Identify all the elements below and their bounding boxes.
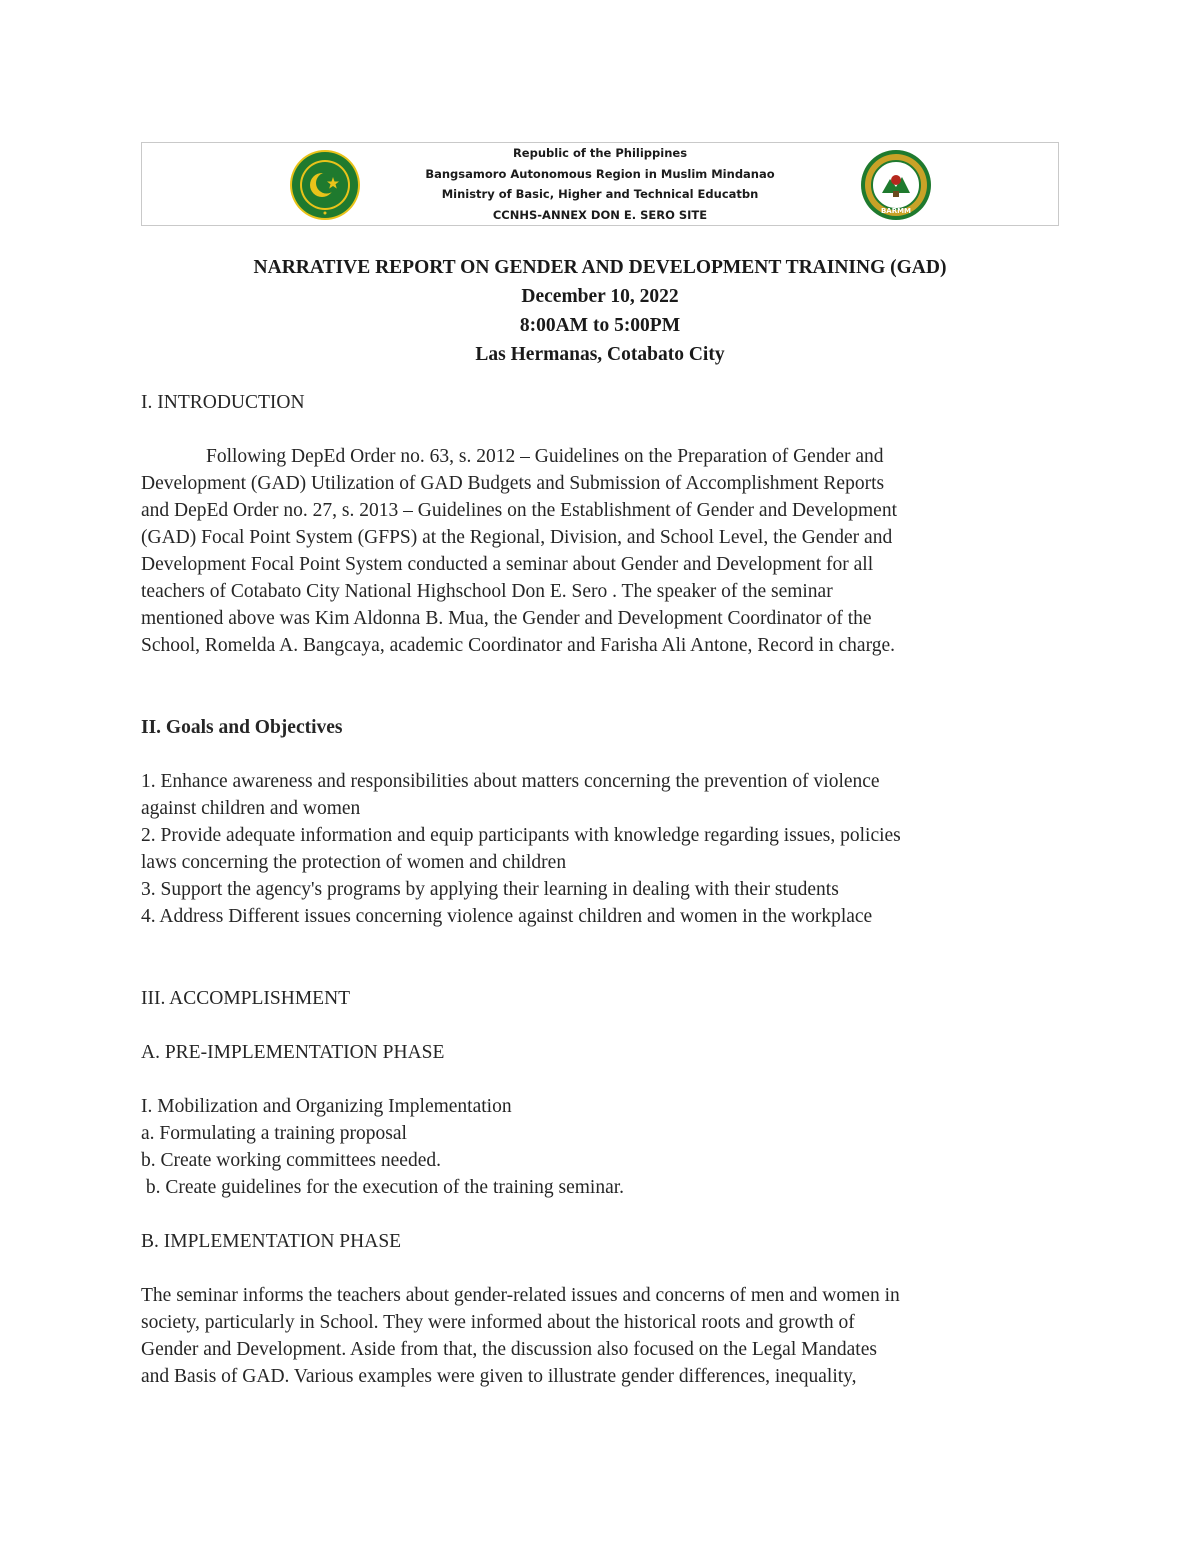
list-item: 3. Support the agency's programs by applying their learning in dealing with their students — [141, 879, 839, 900]
paragraph-line: School, Romelda A. Bangcaya, academic Coordinator and Farisha Ali Antone, Record in charge. — [141, 635, 895, 656]
implementation-paragraph — [141, 1282, 1061, 1390]
pre-implementation-list — [141, 1093, 1061, 1201]
list-item: b. Create guidelines for the execution of the training seminar. — [141, 1177, 625, 1198]
paragraph-line: Development (GAD) Utilization of GAD Budgets and Submission of Accomplishment Reports — [141, 473, 885, 494]
barmm-seal-icon — [860, 149, 932, 226]
paragraph-line: The seminar informs the teachers about gender-related issues and concerns of men and women in — [141, 1285, 900, 1306]
paragraph-line: (GAD) Focal Point System (GFPS) at the Regional, Division, and School Level, the Gender and — [141, 527, 893, 548]
list-item: 1. Enhance awareness and responsibilities about matters concerning the prevention of violence — [141, 771, 880, 792]
paragraph-line: Following DepEd Order no. 63, s. 2012 – Guidelines on the Preparation of Gender and — [206, 446, 884, 467]
list-item: a. Formulating a training proposal — [141, 1123, 407, 1144]
section-goals-heading — [141, 714, 1061, 741]
paragraph-line: mentioned above was Kim Aldonna B. Mua, the Gender and Development Coordinator of the — [141, 608, 872, 629]
report-venue: Las Hermanas, Cotabato City — [475, 344, 725, 365]
letterhead-line-3: Ministry of Basic, Higher and Technical Educatbn — [441, 187, 759, 201]
section-accomplishment-heading — [141, 985, 1061, 1012]
section-heading: III. ACCOMPLISHMENT — [141, 988, 351, 1009]
report-time: 8:00AM to 5:00PM — [519, 315, 681, 336]
pre-implementation-heading — [141, 1039, 1061, 1066]
implementation-heading — [141, 1228, 1061, 1255]
paragraph-line: and DepEd Order no. 27, s. 2013 – Guidelines on the Establishment of Gender and Development — [141, 500, 897, 521]
report-title-block — [0, 253, 1200, 369]
list-item: laws concerning the protection of women and children — [141, 852, 567, 873]
goals-list — [141, 768, 1061, 930]
paragraph-line: teachers of Cotabato City National Highschool Don E. Sero . The speaker of the seminar — [141, 581, 833, 602]
report-title: NARRATIVE REPORT ON GENDER AND DEVELOPMENT TRAINING (GAD) — [253, 257, 947, 278]
letterhead-line-2: Bangsamoro Autonomous Region in Muslim Mindanao — [425, 166, 775, 181]
introduction-paragraph — [141, 443, 1061, 659]
paragraph-line: and Basis of GAD. Various examples were given to illustrate gender differences, inequality, — [141, 1366, 857, 1387]
list-item: I. Mobilization and Organizing Implementation — [141, 1096, 512, 1117]
list-item: 2. Provide adequate information and equip participants with knowledge regarding issues, policies — [141, 825, 901, 846]
paragraph-line: society, particularly in School. They were informed about the historical roots and growth of — [141, 1312, 855, 1333]
section-introduction-heading — [141, 389, 1061, 416]
list-item: 4. Address Different issues concerning violence against children and women in the workplace — [141, 906, 873, 927]
paragraph-line: Gender and Development. Aside from that, the discussion also focused on the Legal Mandates — [141, 1339, 877, 1360]
letterhead-line-1: Republic of the Philippines — [512, 146, 688, 160]
paragraph-line: Development Focal Point System conducted a seminar about Gender and Development for all — [141, 554, 874, 575]
section-heading: I. INTRODUCTION — [141, 392, 305, 413]
list-item: b. Create working committees needed. — [141, 1150, 441, 1171]
letterhead-line-4: CCNHS-ANNEX DON E. SERO SITE — [492, 207, 708, 222]
list-item: against children and women — [141, 798, 361, 819]
report-date: December 10, 2022 — [521, 286, 679, 307]
seal-text: BARMM — [880, 207, 912, 215]
section-heading: II. Goals and Objectives — [141, 717, 343, 738]
subsection-heading: B. IMPLEMENTATION PHASE — [141, 1231, 402, 1252]
letterhead — [141, 142, 1059, 226]
subsection-heading: A. PRE-IMPLEMENTATION PHASE — [141, 1042, 445, 1063]
